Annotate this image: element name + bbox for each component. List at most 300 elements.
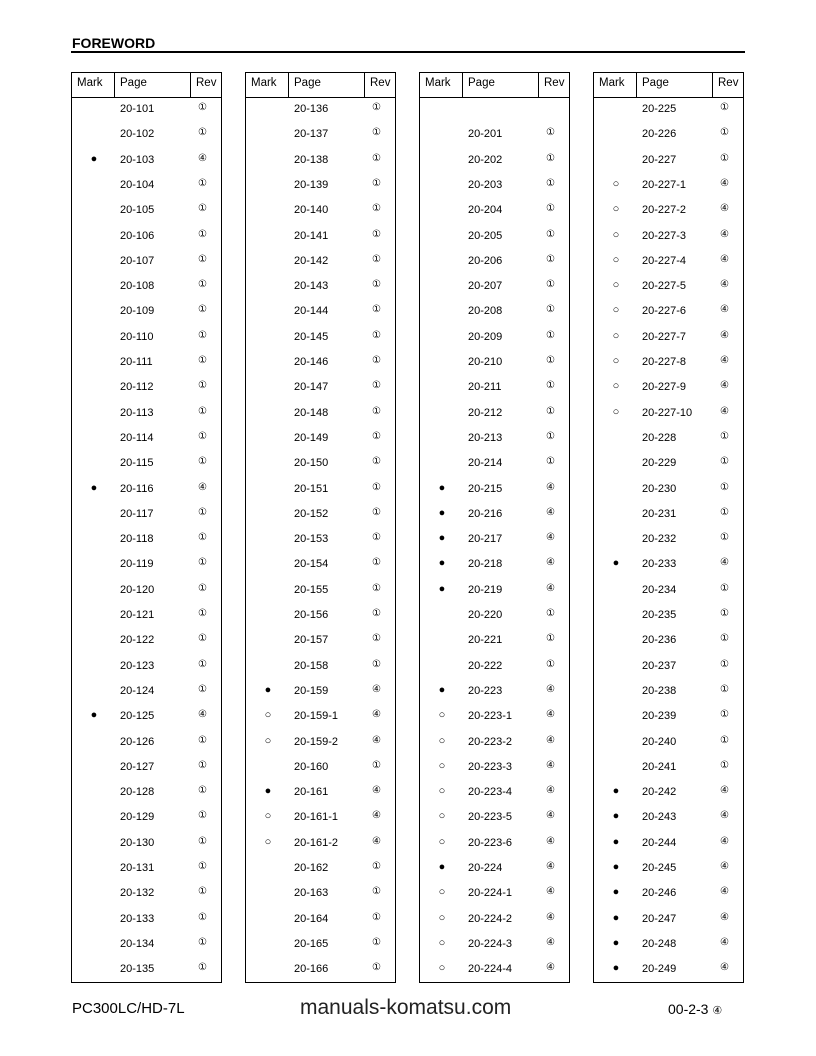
mark-icon: ○: [612, 279, 620, 292]
page-cell: 20-223-3: [468, 760, 513, 773]
rev-cell: ①: [546, 456, 555, 468]
header-rev: Rev: [544, 77, 565, 89]
table-row: [594, 378, 743, 398]
page-cell: 20-143: [294, 280, 329, 293]
mark-icon: ●: [264, 785, 272, 798]
page-cell: 20-161: [294, 786, 329, 799]
table-row: [420, 277, 569, 297]
header-page: Page: [468, 77, 495, 89]
mark-icon: ●: [438, 582, 446, 595]
mark-icon: ○: [438, 759, 446, 772]
rev-cell: ④: [720, 203, 729, 215]
table-row: [420, 783, 569, 803]
table-row: [594, 151, 743, 171]
table-row: [72, 530, 221, 550]
table-row: [594, 884, 743, 904]
mark-icon: ●: [612, 962, 620, 975]
rev-cell: ①: [546, 304, 555, 316]
rev-cell: ①: [720, 152, 729, 164]
rev-cell: ①: [720, 709, 729, 721]
rev-cell: ①: [198, 506, 207, 518]
page-number-text: 00-2-3: [668, 1001, 709, 1017]
table-row: [72, 404, 221, 424]
page-cell: 20-124: [120, 684, 155, 697]
rev-cell: ④: [720, 304, 729, 316]
table-row: [246, 783, 395, 803]
page-cell: 20-201: [468, 128, 503, 141]
page-cell: 20-145: [294, 330, 329, 343]
table-row: [420, 227, 569, 247]
page-cell: 20-151: [294, 482, 329, 495]
table-row: [420, 151, 569, 171]
table-row: [246, 277, 395, 297]
page-cell: 20-227-9: [642, 381, 687, 394]
table-row: [72, 682, 221, 702]
rev-cell: ①: [198, 532, 207, 544]
table-row: [594, 682, 743, 702]
page-cell: 20-120: [120, 583, 155, 596]
table-row: [420, 834, 569, 854]
page-cell: 20-211: [468, 381, 502, 394]
rev-cell: ④: [720, 405, 729, 417]
page-cell: 20-119: [120, 558, 154, 571]
page-cell: 20-223-4: [468, 786, 513, 799]
rev-cell: ①: [372, 152, 381, 164]
rev-cell: ④: [546, 532, 555, 544]
rev-cell: ①: [198, 734, 207, 746]
rev-cell: ④: [546, 709, 555, 721]
revision-table-1: [71, 72, 222, 983]
mark-icon: ○: [612, 304, 620, 317]
table-row: [420, 125, 569, 145]
rev-cell: ①: [720, 633, 729, 645]
page-cell: 20-212: [468, 406, 503, 419]
table-row: [72, 657, 221, 677]
rev-cell: ①: [546, 430, 555, 442]
rev-cell: ①: [198, 658, 207, 670]
mark-icon: ●: [438, 506, 446, 519]
table-row: [420, 910, 569, 930]
table-row: [246, 555, 395, 575]
rev-cell: ④: [546, 886, 555, 898]
table-row: [246, 960, 395, 980]
rev-cell: ①: [546, 253, 555, 265]
revision-table-2: [245, 72, 396, 983]
rev-cell: ①: [198, 835, 207, 847]
page-cell: 20-146: [294, 356, 329, 368]
page-cell: 20-223-6: [468, 836, 513, 849]
title-rule: [71, 51, 745, 53]
page-cell: 20-156: [294, 609, 329, 621]
rev-cell: ④: [720, 835, 729, 847]
mark-icon: ○: [438, 810, 446, 823]
divider: [364, 73, 365, 97]
table-row: [72, 859, 221, 879]
page-cell: 20-227-6: [642, 305, 687, 318]
page-cell: 20-112: [120, 381, 154, 394]
page-cell: 20-158: [294, 659, 329, 672]
table-row: [246, 125, 395, 145]
mark-icon: ○: [438, 936, 446, 949]
table-row: [594, 201, 743, 221]
rev-cell: ①: [720, 481, 729, 493]
rev-cell: ①: [546, 127, 555, 139]
page-cell: 20-121: [120, 609, 155, 621]
table-row: [246, 884, 395, 904]
page-cell: 20-134: [120, 937, 155, 950]
rev-cell: ①: [546, 329, 555, 341]
page-cell: 20-133: [120, 912, 155, 925]
table-row: [72, 429, 221, 449]
table-header: [72, 73, 221, 98]
mark-icon: ●: [438, 481, 446, 494]
rev-cell: ④: [720, 886, 729, 898]
table-row: [72, 176, 221, 196]
table-header: [594, 73, 743, 98]
mark-icon: ○: [438, 962, 446, 975]
rev-cell: ①: [372, 582, 381, 594]
table-row: [72, 606, 221, 626]
header-page: Page: [294, 77, 321, 89]
page-cell: 20-110: [120, 330, 154, 343]
rev-cell: ①: [546, 203, 555, 215]
divider: [288, 73, 289, 97]
page-cell: 20-159-1: [294, 710, 339, 723]
page-cell: 20-223-5: [468, 811, 513, 824]
mark-icon: ●: [612, 861, 620, 873]
table-row: [594, 125, 743, 145]
page-cell: 20-216: [468, 507, 503, 520]
page-cell: 20-227-4: [642, 254, 687, 267]
table-row: [246, 378, 395, 398]
page-cell: 20-227-3: [642, 229, 687, 242]
table-header: [420, 73, 569, 98]
rev-cell: ④: [546, 759, 555, 771]
rev-cell: ①: [198, 430, 207, 442]
page-cell: 20-130: [120, 836, 155, 849]
table-row: [72, 555, 221, 575]
rev-cell: ①: [198, 279, 207, 291]
page-cell: 20-137: [294, 128, 329, 141]
page-cell: 20-113: [120, 406, 154, 419]
table-row: [246, 480, 395, 500]
mark-icon: ●: [612, 835, 620, 848]
page-cell: 20-127: [120, 760, 155, 773]
mark-icon: ○: [612, 380, 620, 393]
rev-cell: ①: [198, 102, 207, 113]
table-row: [594, 834, 743, 854]
mark-icon: ●: [612, 785, 620, 798]
table-row: [594, 657, 743, 677]
table-row: [594, 960, 743, 980]
table-row: [72, 631, 221, 651]
rev-cell: ①: [198, 911, 207, 923]
divider: [190, 73, 191, 97]
header-mark: Mark: [599, 77, 625, 89]
table-row: [594, 935, 743, 955]
rev-cell: ①: [372, 304, 381, 316]
rev-cell: ①: [372, 532, 381, 544]
page-cell: 20-224-3: [468, 937, 513, 950]
page-cell: 20-233: [642, 558, 677, 571]
divider: [712, 73, 713, 97]
rev-cell: ④: [720, 253, 729, 265]
table-row: [420, 733, 569, 753]
table-row: [420, 100, 569, 120]
rev-cell: ④: [372, 734, 381, 746]
table-row: [72, 454, 221, 474]
table-row: [246, 910, 395, 930]
table-row: [420, 960, 569, 980]
table-row: [72, 834, 221, 854]
rev-cell: ①: [198, 962, 207, 974]
table-row: [72, 252, 221, 272]
rev-cell: ①: [372, 228, 381, 240]
header-mark: Mark: [425, 77, 451, 89]
table-row: [246, 707, 395, 727]
table-row: [72, 783, 221, 803]
page-cell: 20-129: [120, 811, 155, 824]
divider: [636, 73, 637, 97]
mark-icon: ●: [90, 481, 98, 494]
rev-cell: ①: [720, 582, 729, 594]
table-row: [420, 378, 569, 398]
table-row: [594, 302, 743, 322]
page-cell: 20-239: [642, 710, 677, 723]
table-row: [420, 707, 569, 727]
table-row: [246, 302, 395, 322]
table-row: [246, 429, 395, 449]
mark-icon: ○: [612, 355, 620, 367]
page-cell: 20-132: [120, 887, 155, 900]
rev-cell: ④: [546, 734, 555, 746]
rev-cell: ①: [372, 253, 381, 265]
page-cell: 20-135: [120, 963, 155, 976]
page-cell: 20-111: [120, 356, 153, 368]
table-row: [594, 227, 743, 247]
rev-cell: ④: [720, 380, 729, 392]
rev-cell: ④: [546, 582, 555, 594]
rev-cell: ①: [372, 759, 381, 771]
divider: [462, 73, 463, 97]
page-cell: 20-116: [120, 482, 154, 495]
rev-cell: ①: [372, 633, 381, 645]
rev-cell: ④: [372, 810, 381, 822]
page-cell: 20-235: [642, 609, 677, 621]
table-row: [420, 657, 569, 677]
page-cell: 20-128: [120, 786, 155, 799]
rev-cell: ④: [198, 709, 207, 721]
table-row: [246, 631, 395, 651]
rev-cell: ①: [720, 506, 729, 518]
table-row: [594, 707, 743, 727]
mark-icon: ○: [612, 253, 620, 266]
page-cell: 20-155: [294, 583, 329, 596]
rev-cell: ①: [198, 253, 207, 265]
header-rev: Rev: [196, 77, 217, 89]
table-row: [420, 682, 569, 702]
page-cell: 20-219: [468, 583, 503, 596]
rev-cell: ①: [372, 380, 381, 392]
page-cell: 20-138: [294, 153, 329, 166]
table-row: [594, 454, 743, 474]
rev-cell: ①: [198, 456, 207, 468]
rev-cell: ①: [546, 608, 555, 619]
rev-cell: ①: [372, 506, 381, 518]
table-row: [594, 733, 743, 753]
rev-cell: ④: [546, 557, 555, 569]
rev-cell: ①: [546, 152, 555, 164]
page-cell: 20-245: [642, 862, 677, 874]
header-rev: Rev: [370, 77, 391, 89]
page-cell: 20-163: [294, 887, 329, 900]
table-row: [594, 505, 743, 525]
rev-cell: ①: [198, 304, 207, 316]
page-cell: 20-164: [294, 912, 329, 925]
table-row: [246, 328, 395, 348]
page-cell: 20-148: [294, 406, 329, 419]
page-cell: 20-161-2: [294, 836, 339, 849]
rev-cell: ①: [546, 380, 555, 392]
rev-cell: ①: [198, 633, 207, 645]
rev-cell: ①: [372, 279, 381, 291]
rev-cell: ①: [372, 329, 381, 341]
table-row: [594, 631, 743, 651]
rev-cell: ①: [372, 481, 381, 493]
table-row: [246, 530, 395, 550]
mark-icon: ○: [612, 228, 620, 241]
table-row: [246, 404, 395, 424]
table-row: [72, 201, 221, 221]
rev-cell: ①: [198, 557, 207, 569]
rev-cell: ①: [372, 886, 381, 898]
mark-icon: ○: [264, 810, 272, 823]
page-cell: 20-241: [642, 760, 677, 773]
page-cell: 20-126: [120, 735, 155, 748]
table-row: [246, 834, 395, 854]
rev-cell: ①: [720, 127, 729, 139]
rev-cell: ①: [198, 785, 207, 797]
rev-cell: ①: [198, 380, 207, 392]
page-cell: 20-114: [120, 431, 154, 444]
table-row: [420, 935, 569, 955]
mark-icon: ○: [438, 734, 446, 747]
page-cell: 20-227-5: [642, 280, 687, 293]
table-row: [246, 935, 395, 955]
page-cell: 20-240: [642, 735, 677, 748]
table-row: [420, 252, 569, 272]
table-row: [72, 733, 221, 753]
table-row: [420, 606, 569, 626]
rev-cell: ④: [198, 481, 207, 493]
mark-icon: ○: [438, 886, 446, 899]
rev-cell: ④: [372, 785, 381, 797]
mark-icon: ○: [612, 177, 620, 190]
table-row: [594, 530, 743, 550]
mark-icon: ●: [438, 557, 446, 570]
page-cell: 20-225: [642, 103, 677, 115]
table-row: [72, 758, 221, 778]
page-cell: 20-244: [642, 836, 677, 849]
table-row: [594, 328, 743, 348]
page-cell: 20-210: [468, 356, 503, 368]
page-cell: 20-227-8: [642, 356, 687, 368]
page-cell: 20-108: [120, 280, 155, 293]
table-row: [72, 884, 221, 904]
mark-icon: ○: [438, 835, 446, 848]
table-row: [72, 480, 221, 500]
rev-cell: ①: [198, 127, 207, 139]
table-row: [72, 277, 221, 297]
rev-cell: ④: [372, 709, 381, 721]
mark-icon: ○: [264, 709, 272, 722]
mark-icon: ○: [264, 835, 272, 848]
revision-table-3: [419, 72, 570, 983]
page-cell: 20-159-2: [294, 735, 339, 748]
page-cell: 20-166: [294, 963, 329, 976]
table-row: [72, 328, 221, 348]
mark-icon: ●: [90, 709, 98, 722]
rev-cell: ①: [720, 759, 729, 771]
rev-cell: ④: [720, 177, 729, 189]
rev-cell: ①: [372, 430, 381, 442]
rev-cell: ①: [720, 608, 729, 619]
table-row: [72, 808, 221, 828]
header-rev: Rev: [718, 77, 739, 89]
page-cell: 20-122: [120, 634, 155, 647]
header-mark: Mark: [251, 77, 277, 89]
page-cell: 20-165: [294, 937, 329, 950]
table-row: [72, 100, 221, 120]
mark-icon: ●: [90, 152, 98, 165]
rev-cell: ①: [198, 582, 207, 594]
rev-cell: ④: [720, 861, 729, 872]
page-cell: 20-214: [468, 457, 503, 470]
table-row: [420, 581, 569, 601]
page-cell: 20-141: [294, 229, 329, 242]
page-cell: 20-144: [294, 305, 329, 318]
page-cell: 20-123: [120, 659, 155, 672]
page-cell: 20-247: [642, 912, 677, 925]
page-cell: 20-238: [642, 684, 677, 697]
rev-cell: ①: [198, 405, 207, 417]
page-cell: 20-246: [642, 887, 677, 900]
divider: [538, 73, 539, 97]
page-cell: 20-162: [294, 862, 329, 874]
rev-cell: ①: [198, 203, 207, 215]
mark-icon: ○: [438, 785, 446, 798]
page-cell: 20-159: [294, 684, 329, 697]
page-cell: 20-215: [468, 482, 503, 495]
revision-table-4: [593, 72, 744, 983]
mark-icon: ●: [612, 557, 620, 570]
page-cell: 20-231: [642, 507, 677, 520]
table-row: [72, 960, 221, 980]
page-cell: 20-131: [120, 862, 155, 874]
table-row: [594, 252, 743, 272]
rev-cell: ④: [546, 683, 555, 695]
rev-cell: ①: [372, 102, 381, 113]
page-cell: 20-242: [642, 786, 677, 799]
page-cell: 20-160: [294, 760, 329, 773]
page-cell: 20-115: [120, 457, 154, 470]
page-cell: 20-224-4: [468, 963, 513, 976]
rev-cell: ①: [198, 329, 207, 341]
rev-cell: ①: [198, 228, 207, 240]
table-row: [420, 758, 569, 778]
page-cell: 20-154: [294, 558, 329, 571]
table-row: [420, 480, 569, 500]
